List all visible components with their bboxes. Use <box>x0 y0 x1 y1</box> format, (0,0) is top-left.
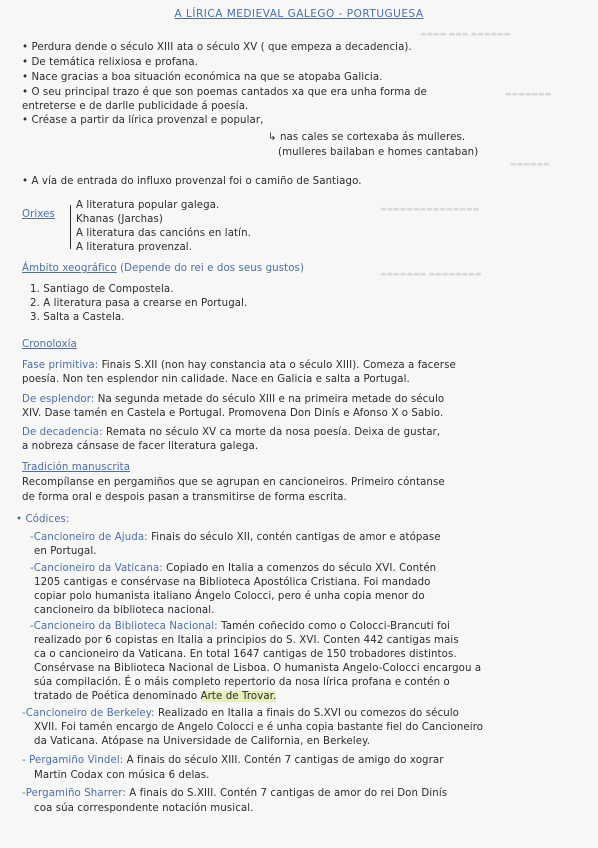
orixes-label: Orixes <box>22 209 55 220</box>
bleed-through-text: ▬▬▬▬ ▬▬▬ ▬▬▬▬▬▬ <box>420 30 511 38</box>
decadencia-label: De decadencia: <box>22 427 103 438</box>
berkeley-label: -Cancioneiro de Berkeley: <box>22 708 155 719</box>
vaticana-text: cancioneiro da biblioteca nacional. <box>34 605 215 616</box>
vindel-row <box>22 755 444 767</box>
vindel-label: - Pergamiño Vindel: <box>22 755 124 766</box>
intro-line: entreterse e de darlle publicidade á poesía. <box>22 101 249 112</box>
berkeley-row <box>22 708 459 720</box>
ambito-item: 2. A literatura pasa a crearse en Portugal. <box>30 298 248 309</box>
orixes-item: A literatura popular galega. <box>76 200 220 211</box>
decadencia-text: Remata no século XV ca morte da nosa poesía. Deixa de gustar, <box>105 427 441 438</box>
codices-heading: • Códices: <box>16 514 70 525</box>
vindel-text: Martin Codax con música 6 delas. <box>34 770 210 781</box>
primitiva-text: poesía. Non ten esplendor nin calidade. Nace en Galicia e salta a Portugal. <box>22 374 410 385</box>
orixes-item: A literatura das cancións en latín. <box>76 228 251 239</box>
ambito-note: (Depende do rei e dos seus gustos) <box>120 263 305 274</box>
berkeley-text: Realizado en Italia a finais do S.XVI ou comezos do século <box>158 708 460 719</box>
bn-last-row <box>34 691 276 703</box>
intro-line: • Nace gracias a boa situación económica na que se atopaba Galicia. <box>22 72 383 83</box>
tradicion-heading: Tradición manuscrita <box>22 462 131 473</box>
bleed-through-text: ▬▬▬▬▬▬▬ <box>505 90 552 98</box>
esplendor-row <box>22 394 444 406</box>
decadencia-text: a nobreza cánsase de facer literatura galega. <box>22 441 259 452</box>
primitiva-row <box>22 360 456 372</box>
vaticana-text: Copiado en Italia a comenzos do século XVI. Contén <box>166 563 437 574</box>
ajuda-label: -Cancioneiro de Ajuda: <box>30 532 148 543</box>
intro-line: • De temática relixiosa e profana. <box>22 57 199 68</box>
ambito-heading: Ámbito xeográfico <box>22 263 117 274</box>
bleed-through-text: ▬▬▬▬▬▬▬▬▬▬▬▬▬▬▬ <box>380 205 480 213</box>
bn-text: Tamén coñecido como o Colocci-Brancuti foi <box>221 621 450 632</box>
bn-text: súa compilación. É o máis completo repertorio da nosa lírica profana e contén o <box>34 677 450 688</box>
intro-line: (mulleres bailaban e homes cantaban) <box>278 147 479 158</box>
orixes-item: Khanas (Jarchas) <box>76 214 163 225</box>
ambito-item: 3. Salta a Castela. <box>30 312 125 323</box>
bn-text: realizado por 6 copistas en Italia a principios do S. XVI. Conten 442 cantigas mais <box>34 635 459 646</box>
sharrer-text: coa súa correspondente notación musical. <box>34 803 254 814</box>
vindel-text: A finais do século XIII. Contén 7 cantigas de amigo do xograr <box>126 755 444 766</box>
bn-row <box>30 621 450 633</box>
tradicion-text: Recompílanse en pergamiños que se agrupan en cancioneiros. Primeiro cóntanse <box>22 477 445 488</box>
orixes-bracket <box>70 205 71 249</box>
intro-line: • Perdura dende o século XIII ata o século XV ( que empeza a decadencia). <box>22 42 412 53</box>
ambito-heading-row <box>22 263 304 275</box>
ajuda-text: en Portugal. <box>34 546 97 557</box>
bn-text: Consérvase na Biblioteca Nacional de Lisboa. O humanista Angelo-Colocci encargou a <box>34 663 482 674</box>
cronoloxia-heading: Cronoloxía <box>22 339 77 350</box>
ambito-item: 1. Santiago de Compostela. <box>30 284 174 295</box>
ajuda-row <box>30 532 441 544</box>
sharrer-text: A finais do S.XIII. Contén 7 cantigas de amor do rei Don Dinís <box>129 788 448 799</box>
sharrer-row <box>22 788 447 800</box>
intro-line: • O seu principal trazo é que son poemas cantados xa que era unha forma de <box>22 87 427 98</box>
vaticana-text: 1205 cantigas e consérvase na Biblioteca Apostólica Cristiana. Foi mandado <box>34 577 431 588</box>
berkeley-text: da Vaticana. Atópase na Universidade de California, en Berkeley. <box>34 736 371 747</box>
vaticana-text: copiar polo humanista italiano Ángelo Colocci, pero é unha copia menor do <box>34 591 425 602</box>
orixes-item: A literatura provenzal. <box>76 242 193 253</box>
bleed-through-text: ▬▬▬▬▬▬▬ ▬▬▬▬▬▬▬▬ <box>380 270 482 278</box>
page-title: A LÍRICA MEDIEVAL GALEGO - PORTUGUESA <box>174 8 424 20</box>
primitiva-label: Fase primitiva: <box>22 360 99 371</box>
decadencia-row <box>22 427 440 439</box>
intro-line: • A vía de entrada do influxo provenzal foi o camiño de Santiago. <box>22 176 362 187</box>
sharrer-label: -Pergamiño Sharrer: <box>22 788 126 799</box>
intro-line: • Créase a partir da lírica provenzal e popular, <box>22 115 264 126</box>
arte-de-trovar-highlight: Arte de Trovar. <box>200 691 277 702</box>
bn-text: tratado de Poética denominado <box>34 691 201 702</box>
berkeley-text: XVII. Foi tamén encargo de Angelo Colocci e é unha copia bastante fiel do Cancioneiro <box>34 722 484 733</box>
esplendor-text: XIV. Dase tamén en Castela e Portugal. Promovena Don Dinís e Afonso X o Sabio. <box>22 408 444 419</box>
vaticana-row <box>30 563 436 575</box>
esplendor-text: Na segunda metade do século XIII e na primeira metade do século <box>97 394 445 405</box>
intro-line: ↳ nas cales se cortexaba ás mulleres. <box>268 132 466 143</box>
esplendor-label: De esplendor: <box>22 394 95 405</box>
bn-text: ca o cancioneiro da Vaticana. En total 1647 cantigas de 150 trobadores distintos. <box>34 649 457 660</box>
vaticana-label: -Cancioneiro da Vaticana: <box>30 563 163 574</box>
bleed-through-text: ▬▬▬▬▬▬ <box>510 160 550 168</box>
tradicion-text: de forma oral e despois pasan a transmitirse de forma escrita. <box>22 492 347 503</box>
ajuda-text: Finais do século XII, contén cantigas de amor e atópase <box>151 532 441 543</box>
bn-label: -Cancioneiro da Biblioteca Nacional: <box>30 621 218 632</box>
primitiva-text: Finais S.XII (non hay constancia ata o século XIII). Comeza a facerse <box>101 360 456 371</box>
